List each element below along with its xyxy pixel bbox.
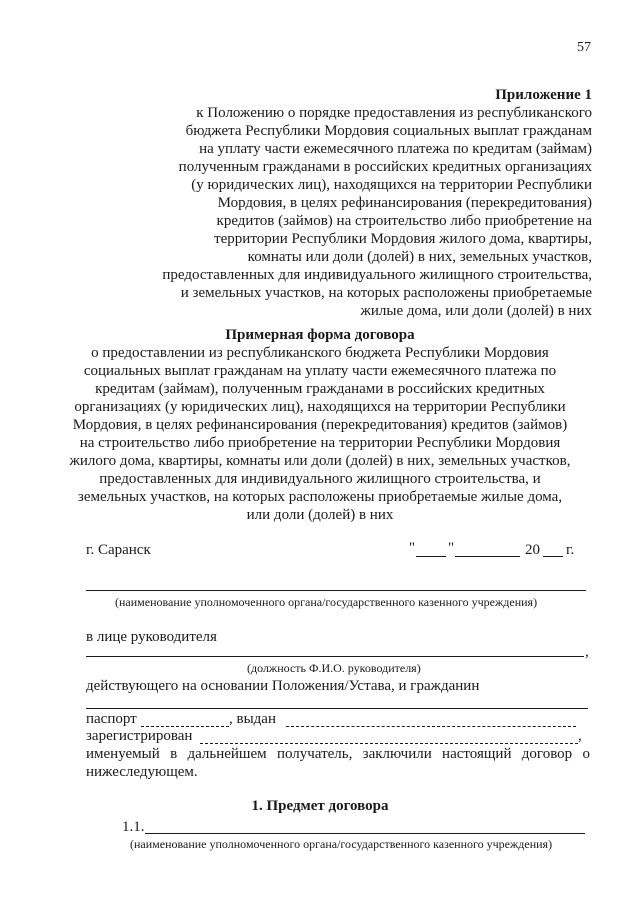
item-org-caption: (наименование уполномоченного органа/государственного казенного учреждения) xyxy=(130,837,553,851)
section-heading: 1. Предмет договора xyxy=(251,798,389,814)
item-org-line xyxy=(145,833,585,834)
date-day-blank xyxy=(416,556,446,557)
contract-title-line: Мордовия, в целях рефинансирования (перекредитования) кредитов (займов) xyxy=(72,417,568,433)
acting-basis-text: действующего на основании Положения/Устава, и гражданин xyxy=(86,678,480,694)
registered-label: зарегистрирован xyxy=(86,728,193,744)
contract-title-line: организациях (у юридических лиц), находящихся на территории Республики xyxy=(74,399,566,415)
appendix-line: (у юридических лиц), находящихся на территории Республики xyxy=(191,177,592,193)
passport-label: паспорт xyxy=(86,711,137,727)
org-name-caption: (наименование уполномоченного органа/государственного казенного учреждения) xyxy=(115,595,538,609)
comma: , xyxy=(578,728,582,744)
appendix-line: к Положению о порядке предоставления из республиканского xyxy=(196,105,592,121)
contract-title-block xyxy=(0,326,640,524)
contract-title-line: о предоставлении из республиканского бюджета Республики Мордовия xyxy=(91,345,549,361)
contract-title-line: на строительство либо приобретение на территории Республики Мордовия xyxy=(79,435,561,451)
contract-title-line: земельных участков, на которых расположены приобретаемые жилые дома, xyxy=(77,489,563,505)
appendix-line: и земельных участков, на которых расположены приобретаемые xyxy=(180,285,592,301)
named-text-line: именуемый в дальнейшем получатель, заключили настоящий договор о xyxy=(86,746,590,762)
appendix-line: кредитов (займов) на строительство либо приобретение на xyxy=(216,213,592,229)
appendix-title: Приложение 1 xyxy=(495,87,592,103)
comma: , xyxy=(585,644,589,660)
appendix-line: Мордовия, в целях рефинансирования (перекредитования) xyxy=(217,195,592,211)
head-position-caption: (должность Ф.И.О. руководителя) xyxy=(247,661,421,675)
head-position-line xyxy=(86,656,584,657)
appendix-line: бюджета Республики Мордовия социальных выплат гражданам xyxy=(185,123,592,139)
registered-address-line xyxy=(200,743,578,744)
in-person-of-label: в лице руководителя xyxy=(86,629,217,645)
appendix-line: территории Республики Мордовия жилого дома, квартиры, xyxy=(214,231,592,247)
named-text-line: нижеследующем. xyxy=(86,764,198,780)
appendix-header xyxy=(0,86,592,320)
org-name-line xyxy=(86,590,586,591)
passport-number-line xyxy=(141,726,229,727)
citizen-name-line xyxy=(86,708,588,709)
contract-title-line: кредитам (займам), полученным гражданами в российских кредитных xyxy=(95,381,545,397)
date-month-blank xyxy=(455,556,520,557)
city-label: г. Саранск xyxy=(86,542,151,558)
appendix-line: предоставленных для индивидуального жилищного строительства, xyxy=(162,267,592,283)
appendix-line: полученным гражданами в российских кредитных организациях xyxy=(178,159,592,175)
page-number: 57 xyxy=(577,40,591,55)
date-quote-close: " xyxy=(448,540,455,556)
contract-title-line: или доли (долей) в них xyxy=(246,507,394,523)
issued-label: , выдан xyxy=(229,711,276,727)
contract-title: Примерная форма договора xyxy=(225,327,415,343)
date-year-prefix: 20 xyxy=(525,542,540,558)
item-number: 1.1. xyxy=(122,819,145,835)
contract-title-line: социальных выплат гражданам на уплату части ежемесячного платежа по xyxy=(83,363,557,379)
issued-by-line xyxy=(286,726,576,727)
appendix-line: на уплату части ежемесячного платежа по кредитам (займам) xyxy=(199,141,592,157)
date-year-blank xyxy=(543,556,563,557)
contract-title-line: жилого дома, квартиры, комнаты или доли (долей) в них, земельных участков, xyxy=(69,453,571,469)
date-quote-open: " xyxy=(409,540,416,556)
appendix-line: жилые дома, или доли (долей) в них xyxy=(360,303,592,319)
date-year-suffix: г. xyxy=(566,542,575,558)
appendix-line: комнаты или доли (долей) в них, земельных участков, xyxy=(247,249,592,265)
contract-title-line: предоставленных для индивидуального жилищного строительства, и xyxy=(99,471,541,487)
